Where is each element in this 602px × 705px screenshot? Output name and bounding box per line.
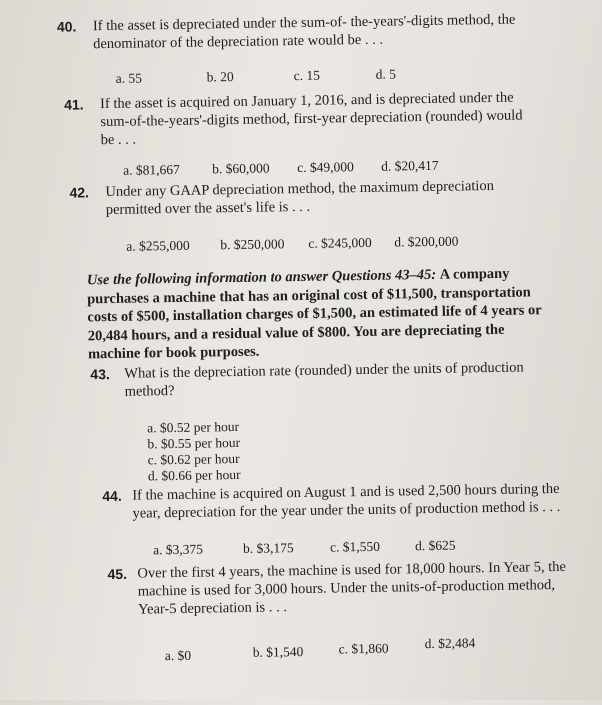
question-stem: If the asset is acquired on January 1, 2016, and is depreciated under the sum-of-the-years'-digits method, first-year depreciation (rounded) would be . . . [64,88,535,149]
question-42 [69,176,526,219]
option-d[interactable]: d. $0.66 per hour [148,467,241,484]
option-a[interactable]: a. 55 [116,70,142,86]
option-b[interactable]: b. $1,540 [253,644,304,661]
option-c[interactable]: c. $1,550 [330,539,380,556]
question-stem: What is the depreciation rate (rounded) under the units of production method? [90,358,551,401]
option-d[interactable]: d. $200,000 [394,234,458,251]
instructions-lead: Use the following information to answer Questions 43–45: [87,267,436,288]
option-b[interactable]: b. $60,000 [212,160,270,177]
option-d[interactable]: d. $20,417 [381,158,439,175]
option-d[interactable]: d. $2,484 [425,635,476,652]
question-number: 40. [57,17,77,35]
question-number: 44. [102,487,122,505]
option-c[interactable]: c. $1,860 [339,641,389,658]
question-stem: If the asset is depreciated under the sum-of- the-years'-digits method, the denominator of the depreciation rate would be . . . [57,10,536,54]
option-c[interactable]: c. 15 [294,68,320,84]
option-a[interactable]: a. $255,000 [126,238,190,255]
instructions-body: A company purchases a machine that has an original cost of $11,500, transportation costs of $500, installation charges of $1,500, an estimated life of 4 years or 20,484 hours, and a residual value of $800. You are depreciating the machine for book purposes. [87,266,542,363]
question-41 [64,88,535,149]
option-b[interactable]: b. $250,000 [220,236,284,253]
question-44 [102,480,581,524]
option-c[interactable]: c. $245,000 [308,235,372,252]
option-d[interactable]: d. $625 [415,538,456,555]
option-a[interactable]: a. $3,375 [153,542,203,559]
question-number: 41. [64,95,84,113]
question-40 [57,10,536,54]
question-43 [90,358,551,401]
option-c[interactable]: c. $49,000 [297,159,354,176]
option-c[interactable]: c. $0.62 per hour [148,451,241,468]
question-stem: If the machine is acquired on August 1 and is used 2,500 hours during the year, depreciation for the year under the units of production method is . . . [102,480,581,524]
option-b[interactable]: b. 20 [207,69,234,85]
option-b[interactable]: b. $0.55 per hour [147,435,240,452]
option-a[interactable]: a. $81,667 [123,162,180,179]
option-d[interactable]: d. 5 [376,66,396,82]
option-a[interactable]: a. $0.52 per hour [147,419,240,436]
option-a[interactable]: a. $0 [165,648,191,664]
question-stem: Under any GAAP depreciation method, the maximum depreciation permitted over the asset's life is . . . [69,176,526,219]
question-45 [107,558,578,619]
question-number: 43. [90,365,110,383]
option-b[interactable]: b. $3,175 [243,540,294,557]
instructions-paragraph [87,264,548,364]
question-stem: Over the first 4 years, the machine is used for 18,000 hours. In Year 5, the machine is used for 3,000 hours. Under the units-of-production method, Year-5 depreciation is . . . [107,558,578,619]
question-43-options [147,419,241,484]
question-number: 45. [107,565,127,583]
question-number: 42. [69,183,89,201]
